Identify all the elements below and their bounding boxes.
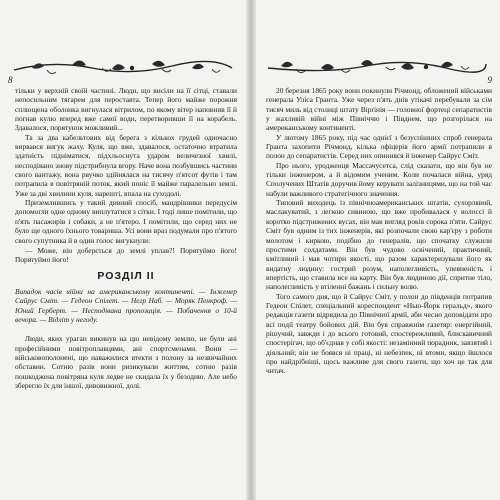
left-page-text bbox=[15, 86, 237, 390]
book-gutter bbox=[246, 0, 256, 500]
chapter-summary: Випадок часів війни на американському континенті. — Інженер Сайрус Сміт. — Гедеон Спілет. — Негр Наб. — Моряк Пенкроф. — Юний Герберт. — Несподівана пропозиція. — Побачення о 10-й вечора. — Відліт у негоду. bbox=[15, 286, 237, 324]
vine-ornament-icon bbox=[12, 56, 234, 78]
floral-ornament bbox=[12, 56, 234, 78]
right-page-text bbox=[266, 86, 492, 376]
left-page bbox=[0, 0, 246, 500]
paragraph: — Може, він доберється до землі уплав?! Порятуймо його! Порятуймо його! bbox=[15, 245, 237, 265]
vine-ornament-icon bbox=[266, 56, 488, 78]
paragraph: 20 березня 1865 року вони покинули Річмонд, обложений військами генерала Уліса Гранта. Уже через п'ять днів утікачі перебували за сім тисяч миль від столиці штату Вірґінія — головної фортеці сепаратистів у жахливій війні між Північчю і Півднем, що розгорілася на американському континенті. bbox=[266, 86, 492, 133]
paragraph: Типовий виходець із північноамериканських штатів, сухорлявий, маслакуватий, з легкою сивиною, що вже пробивалася у волоссі й коротко підстрижених вусах, він мав вигляд років сорока п'яти. Сайрус Сміт був одним із тих інженерів, які розпочали свою кар'єру з роботи молотом і киркою, подібно до генералів, що спочатку служили простими солдатами. Він був чудово освічений, практичний, кмітливий і мав чотири якості, що разом характеризували його як видатну людину: гострий розум, наполегливість, упевненість і впертість, що ставила все на карту. Він був людиною дії, спритне тіло, наполегливість у втіленні бажань і сильну волю. bbox=[266, 198, 492, 292]
floral-ornament bbox=[266, 56, 488, 78]
right-page bbox=[256, 0, 500, 500]
page-number: 9 bbox=[487, 75, 492, 85]
paragraph: Люди, яких ураган викинув на цю невідому землю, не були ані професійними повітроплавцями, ані спортсменами. Вони — військовополонені, що наважилися втекти з полону за незвичайних обставин. Сотню разів вони ризикували життям, сотню разів пошкоджена повітряна куля ледве не скидала їх у безодню. Але небо зберегло їх для іншої, дивовижної, долі. bbox=[15, 334, 237, 390]
paragraph: тільки у верхній своїй частині. Люди, що висіли на її сітці, ставали непосильним тягарем для пероставта. Тепер його майже порожня сплющена оболонка вигнулася вітрилом, по якому вітер наповнив її й погнав кулю вперед вже самої води, перетворивши її на корабель. Здавалося, порятунок можливий... bbox=[15, 86, 237, 133]
page-number: 8 bbox=[8, 75, 13, 85]
paragraph: У лютому 1865 року, під час однієї з безуспішних спроб генерала Гранта захопити Річмонд, кілька офіцерів його армії потрапили в полон до сепаратистів. Серед них опинився й інженер Сайрус Сміт. bbox=[266, 132, 492, 161]
paragraph: Того самого дня, що й Сайрус Сміт, у полон до південців потрапив Гедеон Спілет, спеціальний кореспондент «Нью-Йорк геральд», якого редакція газети відрядила до Північної армії, аби чесно доповідати про всі події театру бойових дій. Він був справжнім газетяр: енергійний, рішучий, завжди і до всього готовий, спостережливий, блискавичний спостерігач, що об'єднав у собі якості: незамінний порадник, завзятий і діяльний; він не боявся ні праці, ні небезпек, ні втоми, якщо йшлося про найдрібніші, щось важливе для свого газети, що хоч це так для читач. bbox=[266, 291, 492, 376]
paragraph: Про нього, уродженця Массачусетса, слід сказати, що він був не тільки інженером, а й відомим ученим. Коли почалася війна, уряд Сполучених Штатів доручив йому керувати залізницями, що на той час набули важливого стратегічного значення. bbox=[266, 160, 492, 198]
paragraph: Приземлившись у такий дивний спосіб, мандрівники передусім допомогли одне одному виплутатися з сітки. І тоді лише помітили, що п'ять пасажирів і собаки, а не п'ятеро. І помітили, що серед них не було ще одного їхнього товариша. Усі вони враз подумали про п'ятого свого супутника й в один голос вигукнули: bbox=[15, 198, 237, 245]
chapter-title: РОЗДІЛ ІІ bbox=[97, 269, 155, 282]
paragraph: Та за два кабельтових від берега з кількох грудей одночасно вирвався вигук жаху. Куля, що вже, здавалося, остаточно втратила здатність підніматися, підхльоснута ударом величезної хвилі, несподівано знову підстрибнула вгору. Начe вона позбувшись частини свого вантажу, вона рвучко здійнялася на тисячу п'ятсот футів і там потрапила в повітряній поток, який поніс її майже паралельно землі. Уже за дві хвилини куля, нарешті, впала на суходолі. bbox=[15, 132, 237, 198]
